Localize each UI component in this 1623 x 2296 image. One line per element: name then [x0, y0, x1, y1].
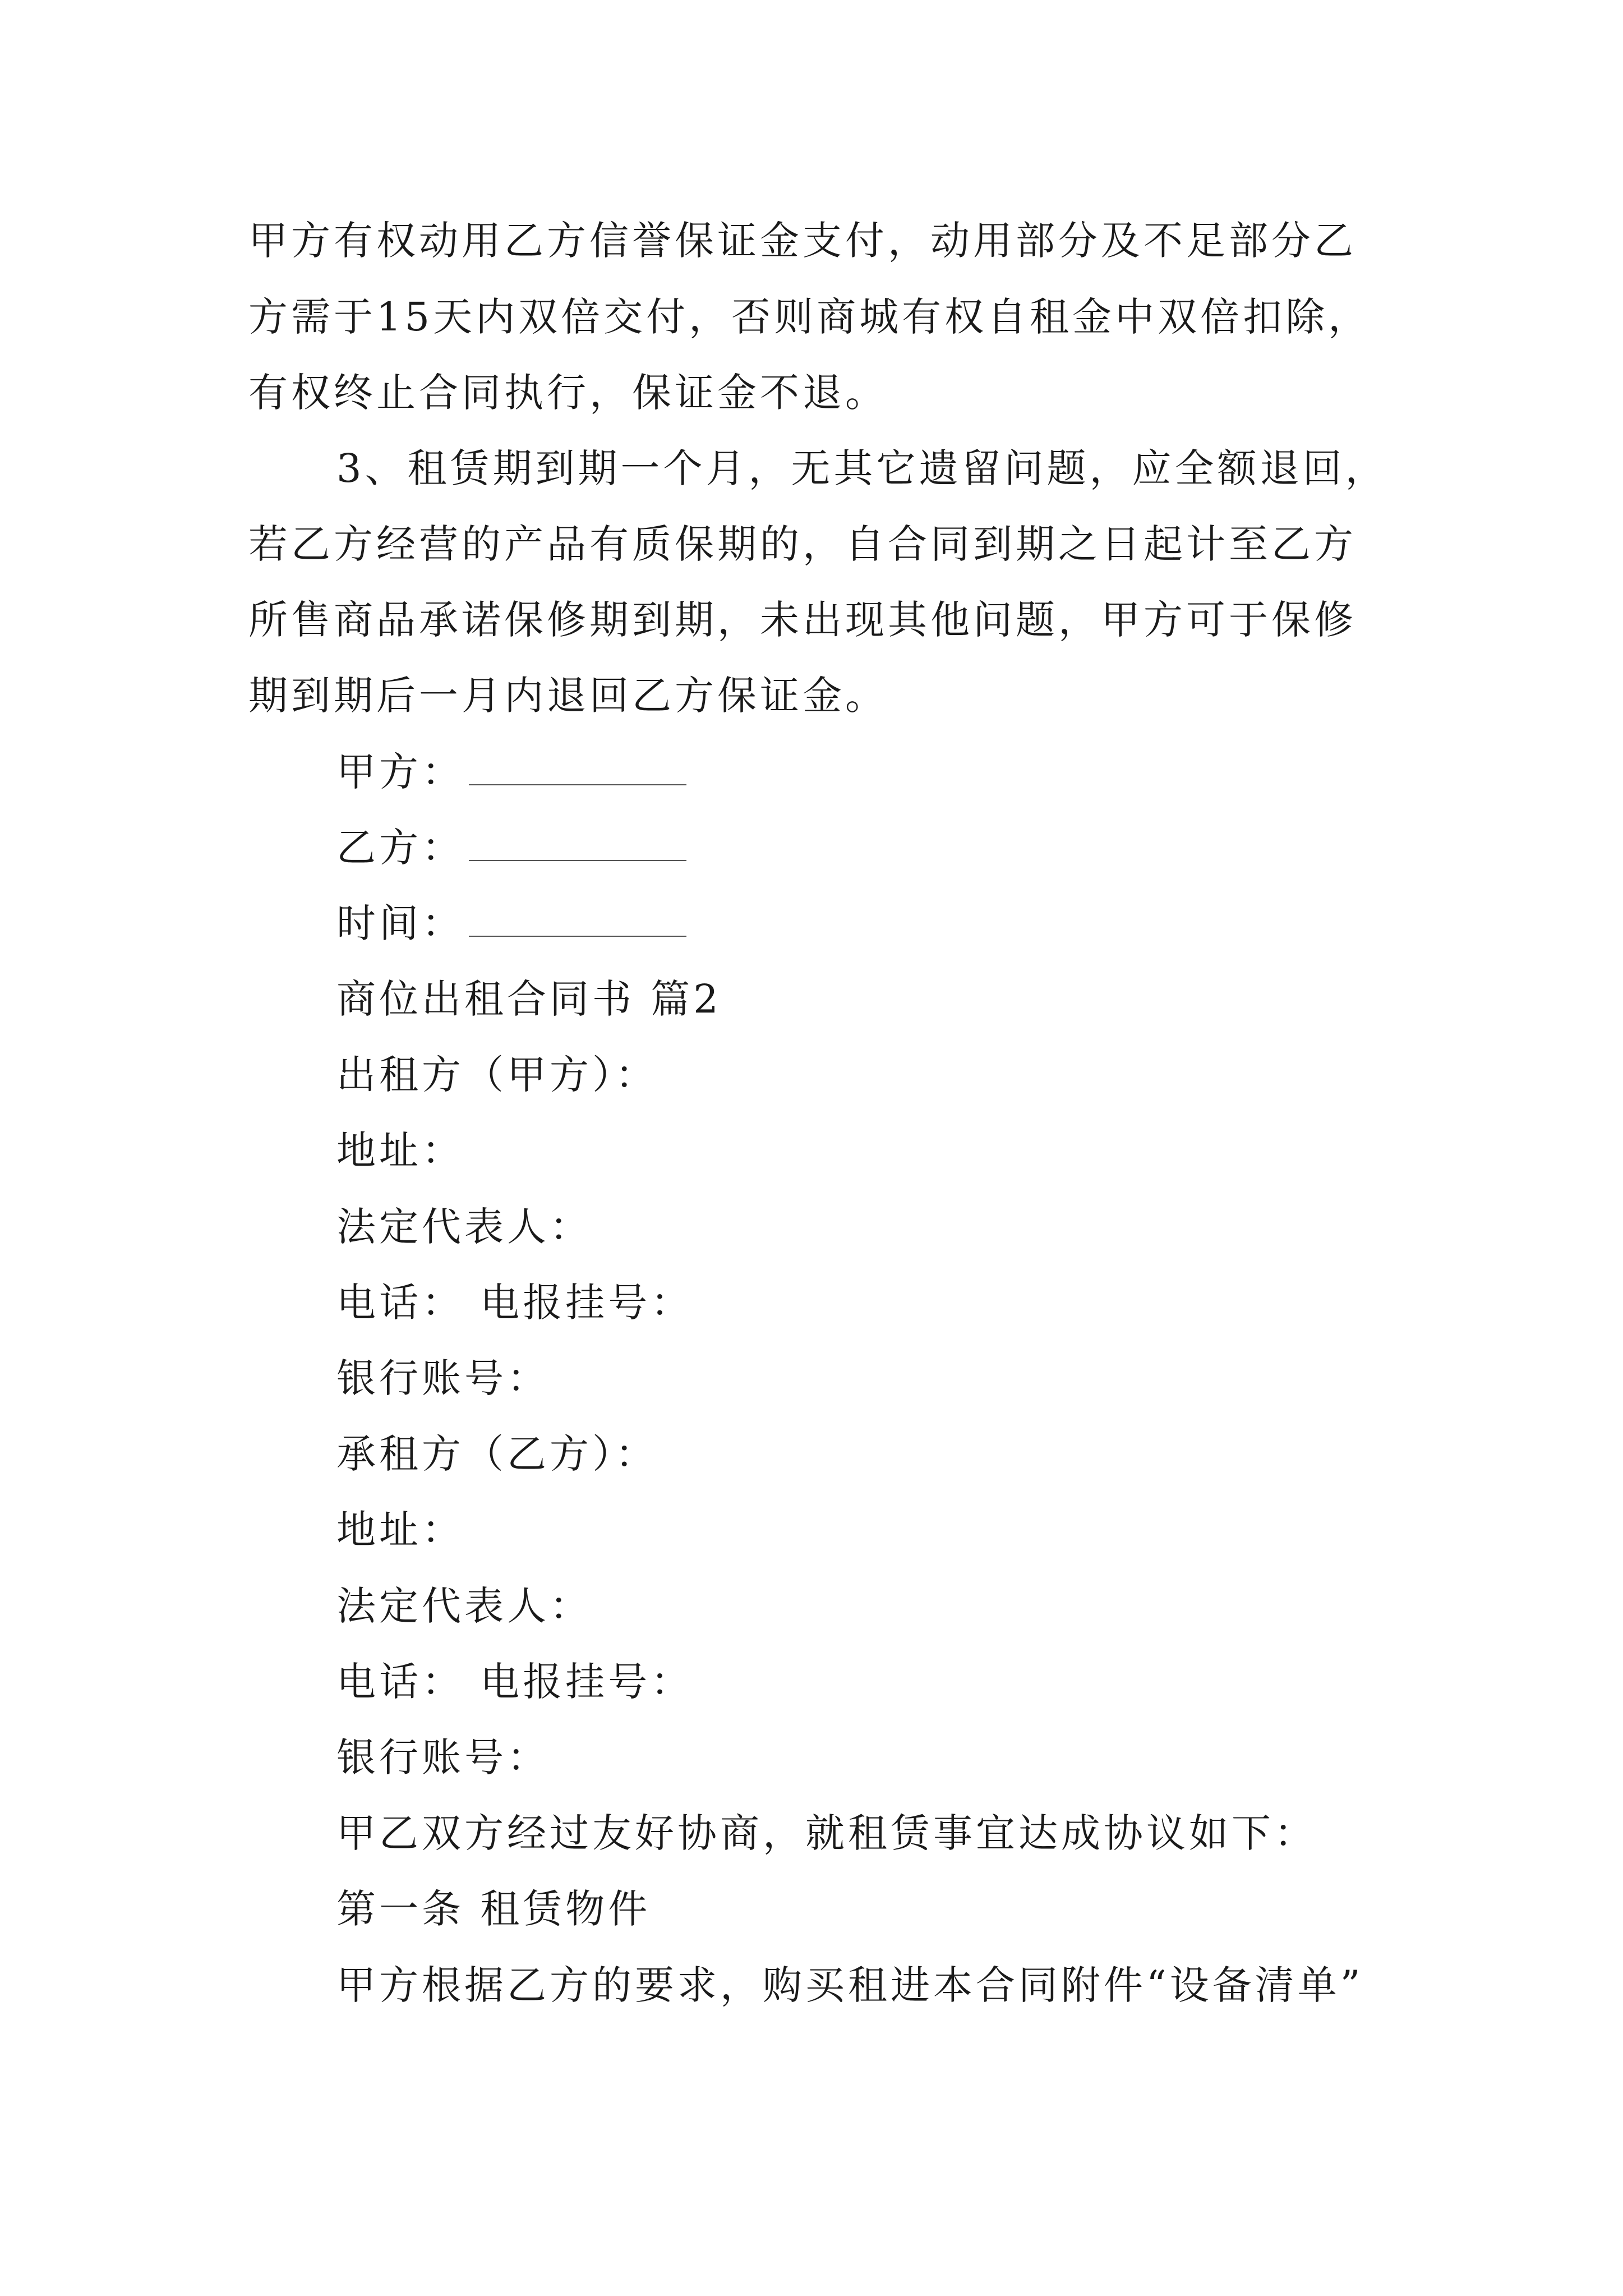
section-title: 商位出租合同书 篇2	[336, 976, 722, 1022]
lessor-bank: 银行账号：	[336, 1355, 550, 1401]
lessee-address: 地址：	[336, 1507, 464, 1553]
clause-3-line: 3、租赁期到期一个月，无其它遗留问题，应全额退回，	[336, 445, 1388, 491]
lessor-heading: 出租方（甲方）：	[336, 1052, 658, 1098]
lessor-phone: 电话： 电报挂号：	[336, 1280, 694, 1326]
agreement-intro: 甲乙双方经过友好协商，就租赁事宜达成协议如下：	[336, 1810, 1317, 1856]
clause-3-line: 若乙方经营的产品有质保期的，自合同到期之日起计至乙方	[248, 521, 1357, 567]
signature-party-a	[336, 745, 686, 799]
lessee-heading: 承租方（乙方）：	[336, 1431, 658, 1477]
lessee-legal-rep: 法定代表人：	[336, 1583, 592, 1629]
lessor-address: 地址：	[336, 1128, 464, 1174]
paragraph-line: 甲方有权动用乙方信誉保证金支付，动用部分及不足部分乙	[248, 218, 1357, 264]
lessee-bank: 银行账号：	[336, 1734, 550, 1780]
article-1-text: 甲方根据乙方的要求，购买租进本合同附件“设备清单”	[336, 1962, 1364, 2008]
signature-blank-line	[469, 755, 686, 785]
paragraph-line: 有权终止合同执行，保证金不退。	[248, 370, 888, 416]
paragraph-line: 方需于15天内双倍交付，否则商城有权自租金中双倍扣除，	[248, 294, 1371, 340]
clause-3-line: 所售商品承诺保修期到期，未出现其他问题，甲方可于保修	[248, 597, 1357, 643]
clause-3-line: 期到期后一月内退回乙方保证金。	[248, 673, 888, 719]
lessee-phone: 电话： 电报挂号：	[336, 1659, 694, 1705]
signature-blank-line	[469, 831, 686, 861]
article-1-title: 第一条 租赁物件	[336, 1886, 651, 1932]
lessor-legal-rep: 法定代表人：	[336, 1204, 592, 1250]
signature-label: 时间：	[336, 900, 464, 946]
signature-blank-line	[469, 907, 686, 937]
signature-label: 乙方：	[336, 825, 464, 871]
signature-party-b	[336, 821, 686, 875]
signature-time	[336, 896, 686, 950]
signature-label: 甲方：	[336, 749, 464, 795]
